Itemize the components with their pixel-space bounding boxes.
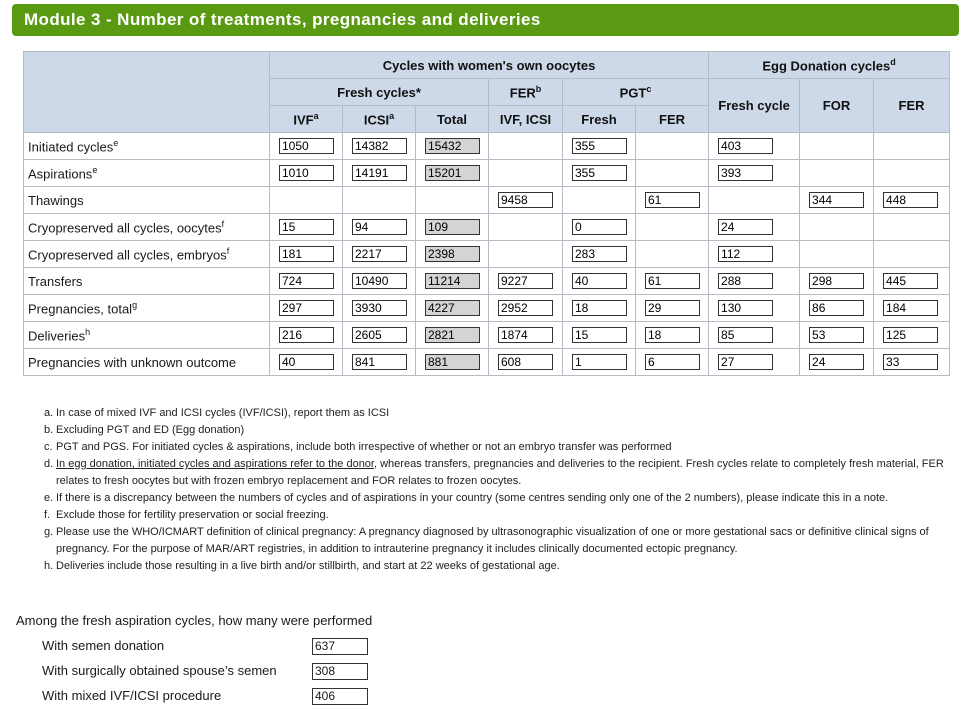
count-input[interactable]: 841 — [352, 354, 407, 370]
count-input[interactable]: 61 — [645, 192, 700, 208]
table-cell — [563, 133, 636, 160]
table-cell — [874, 214, 950, 241]
total-field: 11214 — [425, 273, 480, 289]
count-input[interactable]: 61 — [645, 273, 700, 289]
footnote — [44, 456, 944, 490]
count-input[interactable]: 2952 — [498, 300, 553, 316]
footnote-text: Please use the WHO/ICMART definition of clinical pregnancy: A pregnancy diagnosed by ultrasonographic visualization of one or more gestational sacs or definitive clinical signs of pregnancy. For the purpose of MAR/ART registries, in addition to intrauterine pregnancy it includes clinically documented ectopic pregnancy. — [56, 526, 929, 555]
table-cell — [636, 133, 709, 160]
footnote-text: Excluding PGT and ED (Egg donation) — [56, 424, 245, 436]
col-icsi-header: ICSI$^a$ — [343, 106, 416, 133]
count-input[interactable]: 112 — [718, 246, 773, 262]
row-label: Aspirations$^e$ — [24, 160, 270, 187]
table-cell — [636, 187, 709, 214]
table-cell — [636, 268, 709, 295]
table-cell — [416, 187, 489, 214]
egg-for-header: FOR — [800, 79, 874, 133]
col-pgt-fer-header: FER — [636, 106, 709, 133]
aspiration-label: With semen donation — [42, 638, 165, 653]
table-row — [24, 133, 950, 160]
count-input[interactable]: 724 — [279, 273, 334, 289]
count-input[interactable]: 288 — [718, 273, 773, 289]
table-row — [24, 268, 950, 295]
table-cell — [800, 187, 874, 214]
table-cell — [563, 322, 636, 349]
table-cell — [636, 322, 709, 349]
footnote-letter: c. — [44, 441, 53, 453]
table-cell — [489, 160, 563, 187]
count-input[interactable]: 9227 — [498, 273, 553, 289]
table-row — [24, 214, 950, 241]
table-cell — [709, 214, 800, 241]
footnote-text: In egg donation, initiated cycles and aspirations refer to the donor, whereas transfers, pregnancies and deliveries to the recipient. Fresh cycles relate to completely fresh material, FER relates to fresh oocytes but with frozen embryo replacement and FOR relates to frozen oocytes. — [56, 458, 944, 487]
count-input[interactable]: 184 — [883, 300, 938, 316]
table-cell — [270, 133, 343, 160]
table-cell — [636, 349, 709, 376]
table-cell — [489, 322, 563, 349]
count-input[interactable]: 18 — [572, 300, 627, 316]
footnote-letter: b. — [44, 424, 54, 436]
table-cell — [636, 295, 709, 322]
table-cell — [874, 133, 950, 160]
row-label: Pregnancies, total$^g$ — [24, 295, 270, 322]
table-cell — [489, 295, 563, 322]
table-cell — [800, 295, 874, 322]
table-cell — [563, 268, 636, 295]
table-cell — [416, 133, 489, 160]
aspiration-count-input[interactable]: 637 — [312, 638, 368, 655]
table-row — [24, 160, 950, 187]
corner-cell — [24, 52, 270, 133]
table-cell — [270, 187, 343, 214]
aspiration-row — [42, 686, 372, 706]
footnotes — [44, 405, 944, 575]
count-input[interactable]: 53 — [809, 327, 864, 343]
table-row — [24, 349, 950, 376]
table-cell — [416, 349, 489, 376]
table-cell — [343, 349, 416, 376]
table-cell — [563, 160, 636, 187]
footnote-text: Exclude those for fertility preservation or social freezing. — [56, 509, 329, 521]
table-cell — [636, 160, 709, 187]
table-cell — [636, 241, 709, 268]
col-ivf-icsi-header: IVF, ICSI — [489, 106, 563, 133]
table-cell — [563, 214, 636, 241]
egg-fresh-cycle-header: Fresh cycle — [709, 79, 800, 133]
table-cell — [343, 295, 416, 322]
pgt-header: PGT$^c$ — [563, 79, 709, 106]
count-input[interactable]: 2605 — [352, 327, 407, 343]
table-cell — [416, 322, 489, 349]
count-input[interactable]: 283 — [572, 246, 627, 262]
table-cell — [709, 187, 800, 214]
count-input[interactable]: 355 — [572, 165, 627, 181]
table-cell — [800, 349, 874, 376]
table-row — [24, 241, 950, 268]
table-cell — [343, 268, 416, 295]
table-cell — [709, 268, 800, 295]
aspiration-count-input[interactable]: 308 — [312, 663, 368, 680]
row-label: Thawings — [24, 187, 270, 214]
footnote-text: PGT and PGS. For initiated cycles & aspirations, include both irrespective of whether or not an embryo transfer was performed — [56, 441, 672, 453]
table-cell — [489, 187, 563, 214]
table-cell — [800, 241, 874, 268]
table-cell — [636, 214, 709, 241]
table-cell — [563, 187, 636, 214]
col-ivf-header: IVF$^a$ — [270, 106, 343, 133]
table-cell — [416, 160, 489, 187]
total-field: 15432 — [425, 138, 480, 154]
count-input[interactable]: 125 — [883, 327, 938, 343]
table-cell — [489, 268, 563, 295]
table-cell — [270, 295, 343, 322]
table-cell — [709, 322, 800, 349]
count-input[interactable]: 3930 — [352, 300, 407, 316]
table-cell — [343, 160, 416, 187]
count-input[interactable]: 85 — [718, 327, 773, 343]
footnote-letter: d. — [44, 458, 54, 470]
count-input[interactable]: 393 — [718, 165, 773, 181]
table-cell — [800, 214, 874, 241]
footnote — [44, 422, 944, 439]
egg-fer-header: FER — [874, 79, 950, 133]
table-cell — [489, 214, 563, 241]
count-input[interactable]: 24 — [718, 219, 773, 235]
footnote-text: Deliveries include those resulting in a live birth and/or stillbirth, and start at 22 weeks of gestational age. — [56, 560, 560, 572]
total-field: 2398 — [425, 246, 480, 262]
row-label: Transfers — [24, 268, 270, 295]
total-field: 881 — [425, 354, 480, 370]
count-input[interactable]: 29 — [645, 300, 700, 316]
table-cell — [874, 268, 950, 295]
row-label: Pregnancies with unknown outcome — [24, 349, 270, 376]
footnote — [44, 507, 944, 524]
row-label: Initiated cycles$^e$ — [24, 133, 270, 160]
count-input[interactable]: 14382 — [352, 138, 407, 154]
footnote — [44, 524, 944, 558]
count-input[interactable]: 18 — [645, 327, 700, 343]
footnote-letter: f. — [44, 509, 51, 521]
count-input[interactable]: 448 — [883, 192, 938, 208]
count-input[interactable]: 10490 — [352, 273, 407, 289]
count-input[interactable]: 86 — [809, 300, 864, 316]
count-input[interactable]: 1050 — [279, 138, 334, 154]
table-cell — [800, 268, 874, 295]
treatments-table — [23, 51, 950, 376]
count-input[interactable]: 608 — [498, 354, 553, 370]
table-cell — [874, 187, 950, 214]
aspiration-row — [42, 636, 372, 656]
count-input[interactable]: 0 — [572, 219, 627, 235]
total-field: 4227 — [425, 300, 480, 316]
table-cell — [343, 241, 416, 268]
count-input[interactable]: 9458 — [498, 192, 553, 208]
table-cell — [270, 349, 343, 376]
table-cell — [416, 295, 489, 322]
table-row — [24, 322, 950, 349]
count-input[interactable]: 15 — [279, 219, 334, 235]
row-label: Cryopreserved all cycles, embryos$^f$ — [24, 241, 270, 268]
col-pgt-fresh-header: Fresh — [563, 106, 636, 133]
table-cell — [874, 241, 950, 268]
count-input[interactable]: 1010 — [279, 165, 334, 181]
row-label: Cryopreserved all cycles, oocytes$^f$ — [24, 214, 270, 241]
footnote — [44, 439, 944, 456]
footnote — [44, 558, 944, 575]
count-input[interactable]: 130 — [718, 300, 773, 316]
fer-header: FER$^b$ — [489, 79, 563, 106]
footnote-letter: e. — [44, 492, 54, 504]
table-cell — [709, 241, 800, 268]
count-input[interactable]: 27 — [718, 354, 773, 370]
count-input[interactable]: 355 — [572, 138, 627, 154]
count-input[interactable]: 1 — [572, 354, 627, 370]
table-cell — [563, 295, 636, 322]
footnote-text: In case of mixed IVF and ICSI cycles (IVF/ICSI), report them as ICSI — [56, 407, 390, 419]
count-input[interactable]: 6 — [645, 354, 700, 370]
table-cell — [416, 214, 489, 241]
module-title: Module 3 - Number of treatments, pregnancies and deliveries — [12, 4, 959, 36]
table-cell — [709, 349, 800, 376]
count-input[interactable]: 445 — [883, 273, 938, 289]
count-input[interactable]: 15 — [572, 327, 627, 343]
footnote — [44, 405, 944, 422]
table-cell — [489, 133, 563, 160]
table-cell — [874, 295, 950, 322]
count-input[interactable]: 216 — [279, 327, 334, 343]
table-cell — [709, 160, 800, 187]
count-input[interactable]: 2217 — [352, 246, 407, 262]
table-cell — [343, 187, 416, 214]
count-input[interactable]: 94 — [352, 219, 407, 235]
count-input[interactable]: 403 — [718, 138, 773, 154]
count-input[interactable]: 297 — [279, 300, 334, 316]
count-input[interactable]: 24 — [809, 354, 864, 370]
table-row — [24, 187, 950, 214]
table-cell — [270, 241, 343, 268]
table-cell — [343, 133, 416, 160]
fresh-cycles-header: Fresh cycles* — [270, 79, 489, 106]
table-cell — [489, 349, 563, 376]
table-cell — [270, 268, 343, 295]
table-cell — [874, 322, 950, 349]
count-input[interactable]: 33 — [883, 354, 938, 370]
table-cell — [270, 322, 343, 349]
table-cell — [709, 133, 800, 160]
table-row — [24, 295, 950, 322]
total-field: 2821 — [425, 327, 480, 343]
table-cell — [416, 241, 489, 268]
count-input[interactable]: 40 — [572, 273, 627, 289]
aspiration-row — [42, 661, 372, 681]
row-label: Deliveries$^h$ — [24, 322, 270, 349]
count-input[interactable]: 14191 — [352, 165, 407, 181]
footnote-letter: a. — [44, 407, 54, 419]
table-cell — [343, 214, 416, 241]
table-cell — [343, 322, 416, 349]
table-cell — [563, 241, 636, 268]
table-cell — [709, 295, 800, 322]
table-cell — [489, 241, 563, 268]
table-cell — [270, 214, 343, 241]
count-input[interactable]: 181 — [279, 246, 334, 262]
table-cell — [416, 268, 489, 295]
count-input[interactable]: 344 — [809, 192, 864, 208]
aspiration-count-input[interactable]: 406 — [312, 688, 368, 705]
count-input[interactable]: 40 — [279, 354, 334, 370]
col-total-header: Total — [416, 106, 489, 133]
footnote-letter: g. — [44, 526, 54, 538]
footnote — [44, 490, 944, 507]
table-cell — [270, 160, 343, 187]
table-cell — [874, 349, 950, 376]
group-egg-donation: Egg Donation cycles$^d$ — [709, 52, 950, 79]
table-cell — [874, 160, 950, 187]
aspiration-label: With surgically obtained spouse’s semen — [42, 663, 277, 678]
table-cell — [563, 349, 636, 376]
fresh-aspiration-question: Among the fresh aspiration cycles, how many were performed — [16, 613, 373, 628]
count-input[interactable]: 298 — [809, 273, 864, 289]
total-field: 109 — [425, 219, 480, 235]
footnote-text: If there is a discrepancy between the numbers of cycles and of aspirations in your country (some centres sending only one of the 2 numbers), please indicate this in a note. — [56, 492, 889, 504]
total-field: 15201 — [425, 165, 480, 181]
table-cell — [800, 133, 874, 160]
group-own-oocytes: Cycles with women's own oocytes — [270, 52, 709, 79]
table-cell — [800, 322, 874, 349]
aspiration-label: With mixed IVF/ICSI procedure — [42, 688, 222, 703]
table-cell — [800, 160, 874, 187]
footnote-letter: h. — [44, 560, 54, 572]
count-input[interactable]: 1874 — [498, 327, 553, 343]
